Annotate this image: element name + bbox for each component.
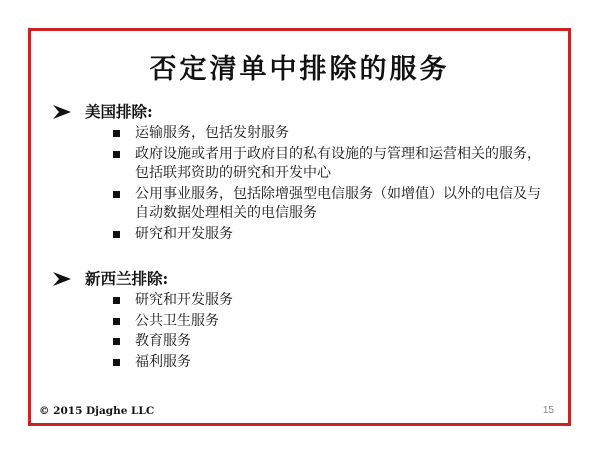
list-item <box>49 185 558 224</box>
slide-title: 否定清单中排除的服务 <box>149 54 450 85</box>
square-bullet-icon <box>113 359 120 366</box>
square-bullet-icon <box>113 231 120 238</box>
list-item <box>49 225 558 245</box>
list-item-text: 研究和开发服务 <box>135 292 233 308</box>
arrow-bullet-icon <box>53 104 71 120</box>
list-item <box>49 124 558 144</box>
list-item <box>49 291 558 311</box>
section-heading-label: 新西兰排除: <box>85 269 169 288</box>
bullet-list <box>49 124 558 244</box>
list-item <box>49 332 558 352</box>
bullet-list <box>49 291 558 372</box>
list-item-text: 福利服务 <box>135 353 191 370</box>
square-bullet-icon <box>113 191 120 198</box>
square-bullet-icon <box>113 130 120 137</box>
list-item <box>49 145 558 184</box>
square-bullet-icon <box>113 318 120 325</box>
section-heading <box>49 101 558 123</box>
section-heading <box>49 268 558 290</box>
section-us-exclusions <box>49 101 558 244</box>
copyright-footer: © 2015 Djaghe LLC <box>39 405 155 417</box>
list-item-text: 运输服务，包括发射服务 <box>135 125 289 141</box>
square-bullet-icon <box>113 338 120 345</box>
list-item-text: 公用事业服务，包括除增强型电信服务（如增值）以外的电信及与自动数据处理相关的电信服务 <box>135 185 541 221</box>
section-nz-exclusions <box>49 268 558 372</box>
list-item <box>49 353 558 373</box>
list-item-text: 教育服务 <box>135 333 191 349</box>
list-item-text: 公共卫生服务 <box>135 312 219 329</box>
list-item-text: 研究和开发服务 <box>135 225 233 242</box>
square-bullet-icon <box>113 151 120 158</box>
arrow-bullet-icon <box>53 271 71 287</box>
list-item <box>49 312 558 332</box>
slide-frame <box>28 28 571 426</box>
section-heading-label: 美国排除: <box>85 102 153 121</box>
list-item-text: 政府设施或者用于政府目的私有设施的与管理和运营相关的服务，包括联邦资助的研究和开发中心 <box>135 145 541 181</box>
page-number: 15 <box>542 405 554 416</box>
square-bullet-icon <box>113 297 120 304</box>
